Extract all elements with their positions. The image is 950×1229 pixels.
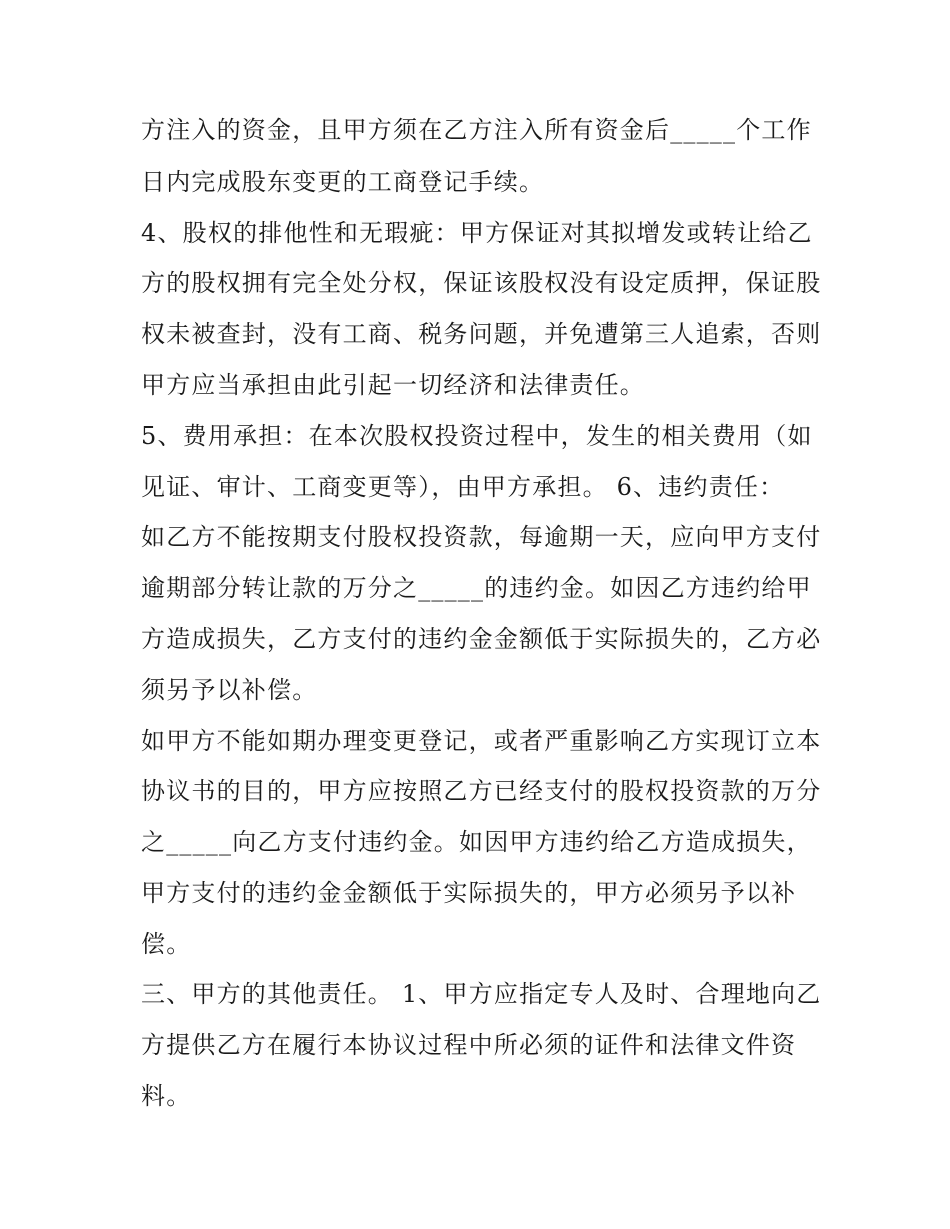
text-line: 三、甲方的其他责任。 1、甲方应指定专人及时、合理地向乙 xyxy=(141,980,822,1008)
text-line: 之_____向乙方支付违约金。如因甲方违约给乙方造成损失， xyxy=(141,828,812,856)
text-line: 方造成损失，乙方支付的违约金金额低于实际损失的，乙方必 xyxy=(141,625,822,653)
text-line: 见证、审计、工商变更等），由甲方承担。 6、违约责任： xyxy=(141,473,785,501)
text-line: 方提供乙方在履行本协议过程中所必须的证件和法律文件资 xyxy=(141,1031,797,1059)
text-line: 须另予以补偿。 xyxy=(141,676,318,704)
text-line: 甲方应当承担由此引起一切经济和法律责任。 xyxy=(141,371,645,399)
text-line: 料。 xyxy=(141,1082,192,1110)
text-line: 权未被查封，没有工商、税务问题，并免遭第三人追索，否则 xyxy=(141,320,822,348)
text-line: 偿。 xyxy=(141,930,192,958)
text-line: 4、股权的排他性和无瑕疵：甲方保证对其拟增发或转让给乙 xyxy=(141,219,813,247)
text-line: 方的股权拥有完全处分权，保证该股权没有设定质押，保证股 xyxy=(141,269,822,297)
text-line: 甲方支付的违约金金额低于实际损失的，甲方必须另予以补 xyxy=(141,879,797,907)
text-line: 逾期部分转让款的万分之_____的违约金。如因乙方违约给甲 xyxy=(141,574,812,602)
text-line: 5、费用承担：在本次股权投资过程中，发生的相关费用（如 xyxy=(141,422,813,450)
text-line: 协议书的目的，甲方应按照乙方已经支付的股权投资款的万分 xyxy=(141,777,822,805)
text-line: 如甲方不能如期办理变更登记，或者严重影响乙方实现订立本 xyxy=(141,727,822,755)
text-line: 日内完成股东变更的工商登记手续。 xyxy=(141,168,545,196)
text-line: 方注入的资金，且甲方须在乙方注入所有资金后_____个工作 xyxy=(141,116,812,144)
text-line: 如乙方不能按期支付股权投资款，每逾期一天，应向甲方支付 xyxy=(141,523,822,551)
